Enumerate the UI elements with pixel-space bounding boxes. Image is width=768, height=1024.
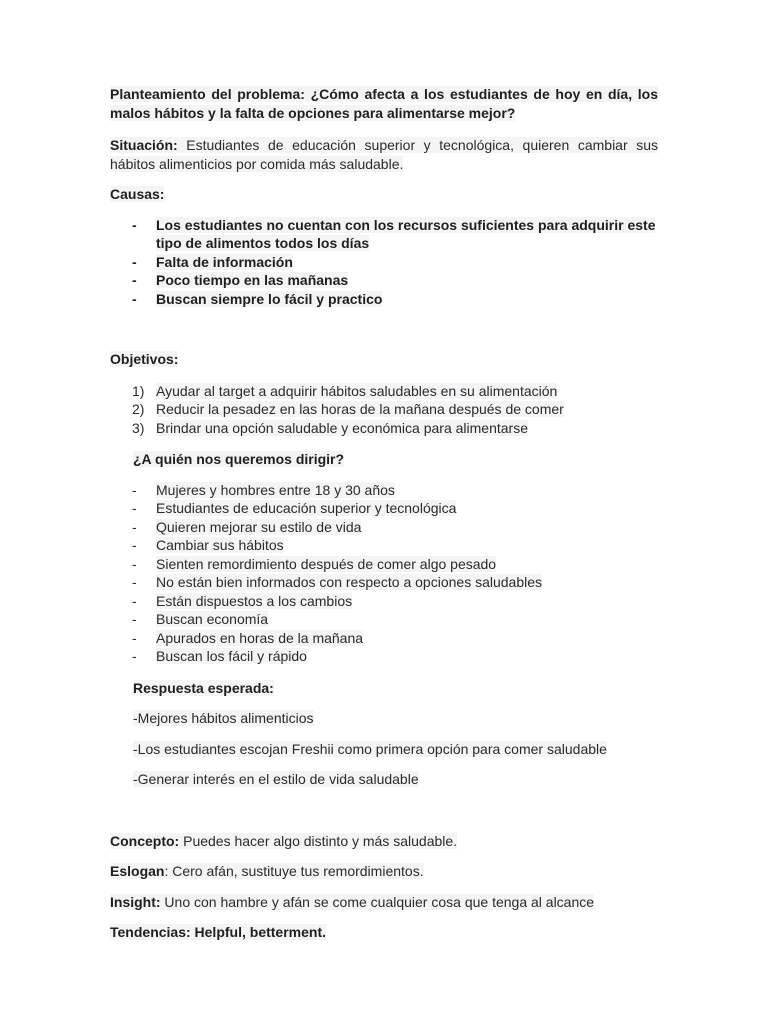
causas-heading: Causas:: [110, 186, 165, 202]
concepto-paragraph: [110, 832, 658, 851]
causas-list: [110, 216, 658, 309]
list-item: - Poco tiempo en las mañanas: [132, 272, 349, 288]
list-item: - Buscan los fácil y rápido: [132, 648, 307, 664]
list-item: - Sienten remordimiento después de comer algo pesado: [132, 555, 497, 572]
situacion-label: Situación:: [110, 137, 178, 153]
insight-label: Insight:: [110, 893, 161, 910]
list-item: - Cambiar sus hábitos: [132, 537, 284, 553]
list-item: - Buscan economía: [132, 611, 269, 627]
list-item: - Los estudiantes no cuentan con los recursos suficientes para adquirir este tipo de alimentos todos los días: [132, 216, 656, 251]
concepto-label: Concepto:: [110, 832, 180, 849]
situacion-paragraph: [110, 136, 658, 173]
list-item: - Están dispuestos a los cambios: [132, 592, 353, 609]
respuesta-line: -Mejores hábitos alimenticios: [133, 710, 314, 726]
list-item: - Falta de información: [132, 253, 293, 270]
eslogan-paragraph: [110, 862, 658, 881]
list-item: - Mujeres y hombres entre 18 y 30 años: [132, 481, 395, 498]
objetivos-heading: Objetivos:: [110, 351, 179, 367]
insight-paragraph: [110, 893, 658, 912]
respuesta-line: -Generar interés en el estilo de vida saludable: [133, 771, 419, 787]
objetivos-list: [110, 382, 658, 438]
tendencias-paragraph: [110, 923, 658, 942]
eslogan-label: Eslogan: [110, 863, 165, 879]
eslogan-text: : Cero afán, sustituye tus remordimientos.: [164, 863, 424, 879]
list-item: 2) Reducir la pesadez en las horas de la mañana después de comer: [132, 401, 564, 417]
problem-text: Planteamiento del problema: ¿Cómo afecta a los estudiantes de hoy en día, los malos hábitos y la falta de opciones para alimentarse mejor?: [110, 86, 658, 121]
list-item: - Estudiantes de educación superior y tecnológica: [132, 500, 457, 516]
list-item: - Apurados en horas de la mañana: [132, 629, 364, 646]
document-page: [110, 85, 658, 942]
respuesta-heading: Respuesta esperada:: [133, 679, 274, 696]
list-item: - Quieren mejorar su estilo de vida: [132, 518, 362, 535]
insight-text: Uno con hambre y afán se come cualquier cosa que tenga al alcance: [160, 893, 595, 910]
tendencias-text: Tendencias: Helpful, betterment.: [110, 924, 326, 940]
respuesta-line: -Los estudiantes escojan Freshii como primera opción para comer saludable: [133, 740, 607, 757]
list-item: 1) Ayudar al target a adquirir hábitos saludables en su alimentación: [132, 382, 558, 399]
list-item: 3) Brindar una opción saludable y económica para alimentarse: [132, 419, 528, 436]
list-item: - Buscan siempre lo fácil y practico: [132, 290, 383, 307]
target-heading: ¿A quién nos queremos dirigir?: [133, 451, 345, 467]
list-item: - No están bien informados con respecto a opciones saludables: [132, 574, 543, 590]
problem-statement: [110, 85, 658, 122]
concepto-text: Puedes hacer algo distinto y más saludable.: [179, 832, 458, 849]
situacion-text: Estudiantes de educación superior y tecnológica, quieren cambiar sus hábitos alimenticios por comida más saludable.: [110, 137, 658, 172]
target-list: [110, 481, 658, 666]
